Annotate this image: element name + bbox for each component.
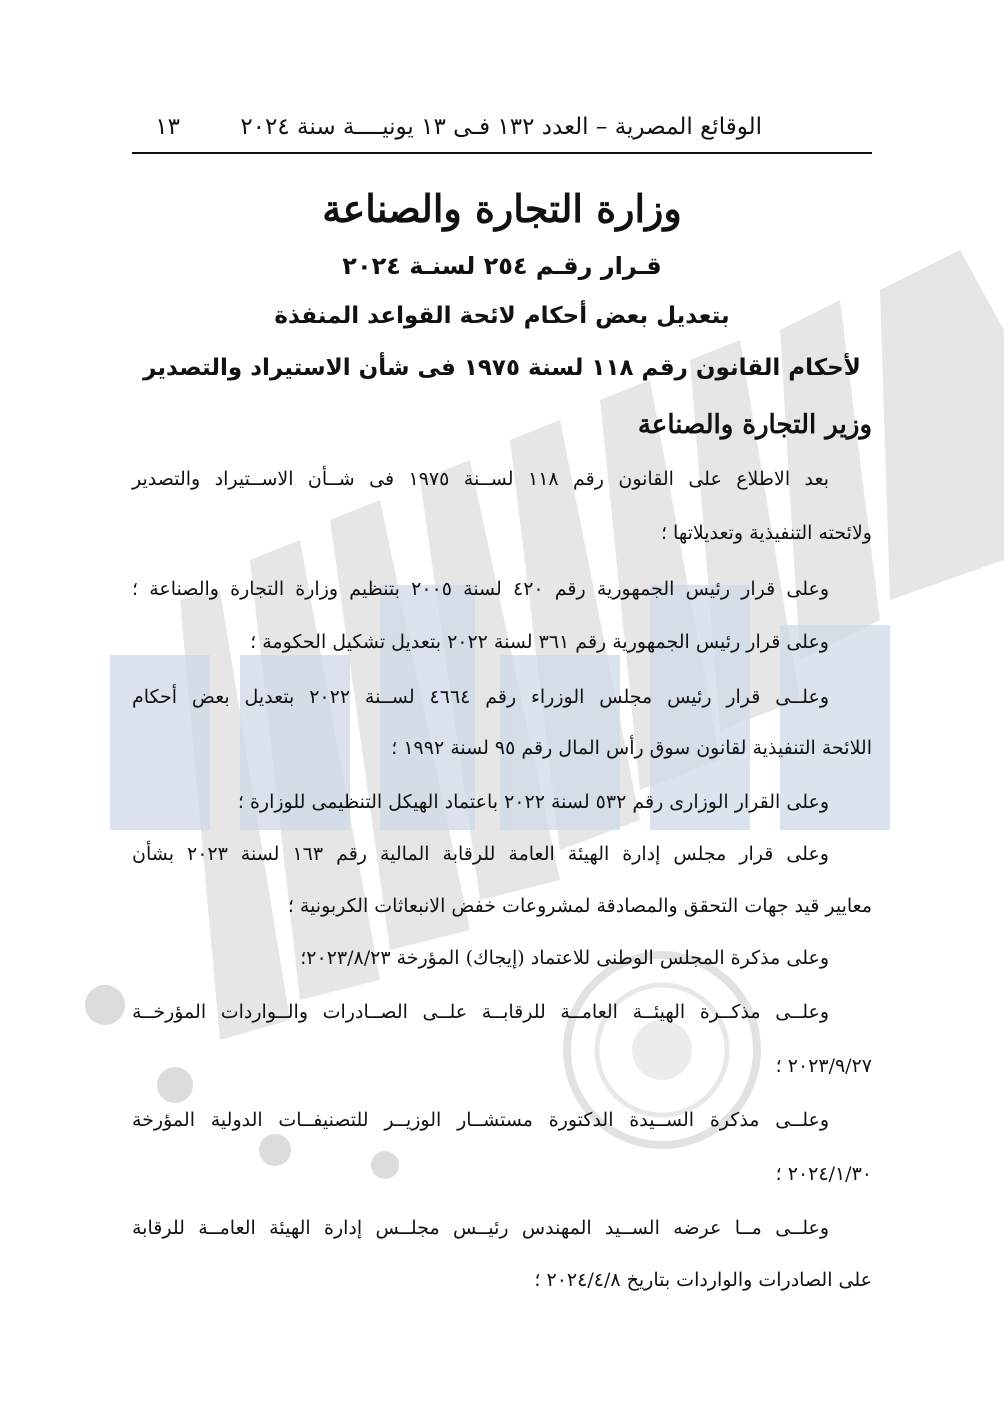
minister-title: وزير التجارة والصناعة [637, 410, 872, 440]
decree-number: قـرار رقـم ٢٥٤ لسنـة ٢٠٢٤ [342, 252, 662, 280]
header-title: الوقائع المصرية – العدد ١٣٢ فـى ١٣ يونيــــة سنة ٢٠٢٤ [240, 114, 762, 140]
page-number: ١٣ [155, 114, 180, 140]
preamble-line: وعلــى مذكرة الســيدة الدكتورة مستشــار الوزيــر للتصنيفــات الدولية المؤرخة [132, 1109, 829, 1131]
preamble-line: اللائحة التنفيذية لقانون سوق رأس المال رقم ٩٥ لسنة ١٩٩٢ ؛ [391, 737, 872, 759]
preamble-line: وعلى قرار مجلس إدارة الهيئة العامة للرقابة المالية رقم ١٦٣ لسنة ٢٠٢٣ بشأن [132, 843, 829, 865]
preamble-line: على الصادرات والواردات بتاريخ ٢٠٢٤/٤/٨ ؛ [534, 1269, 872, 1291]
decree-subject-line-1: بتعديل بعض أحكام لائحة القواعد المنفذة [274, 303, 730, 329]
decree-subject-line-2: لأحكام القانون رقم ١١٨ لسنة ١٩٧٥ فى شأن الاستيراد والتصدير [143, 355, 861, 381]
ministry-title: وزارة التجارة والصناعة [322, 186, 682, 231]
preamble-line: ٢٠٢٤/١/٣٠ ؛ [775, 1163, 872, 1185]
preamble-line: وعلى قرار رئيس الجمهورية رقم ٤٢٠ لسنة ٢٠٠٥ بتنظيم وزارة التجارة والصناعة ؛ [132, 578, 829, 600]
preamble-line: وعلى قرار رئيس الجمهورية رقم ٣٦١ لسنة ٢٠٢٢ بتعديل تشكيل الحكومة ؛ [250, 631, 829, 653]
preamble-line: بعد الاطلاع على القانون رقم ١١٨ لســنة ١٩٧٥ فى شــأن الاســتيراد والتصدير [132, 468, 829, 490]
preamble-line: وعلــى مذكــرة الهيئــة العامــة للرقابــة علــى الصــادرات والــواردات المؤرخــة [132, 1001, 829, 1023]
preamble-line: معايير قيد جهات التحقق والمصادقة لمشروعات خفض الانبعاثات الكربونية ؛ [287, 895, 872, 917]
preamble-line: ٢٠٢٣/٩/٢٧ ؛ [775, 1055, 872, 1077]
preamble-line: وعلــى مــا عرضه الســيد المهندس رئيــس مجلــس إدارة الهيئة العامــة للرقابة [132, 1217, 829, 1239]
preamble-line: وعلى مذكرة المجلس الوطنى للاعتماد (إيجاك) المؤرخة ٢٠٢٣/٨/٢٣؛ [300, 947, 829, 969]
preamble-line: ولائحته التنفيذية وتعديلاتها ؛ [660, 522, 872, 544]
preamble-line: وعلى القرار الوزارى رقم ٥٣٢ لسنة ٢٠٢٢ باعتماد الهيكل التنظيمى للوزارة ؛ [237, 791, 829, 813]
preamble-line: وعلــى قرار رئيس مجلس الوزراء رقم ٤٦٦٤ لســنة ٢٠٢٢ بتعديل بعض أحكام [132, 686, 829, 708]
running-header [132, 112, 872, 154]
